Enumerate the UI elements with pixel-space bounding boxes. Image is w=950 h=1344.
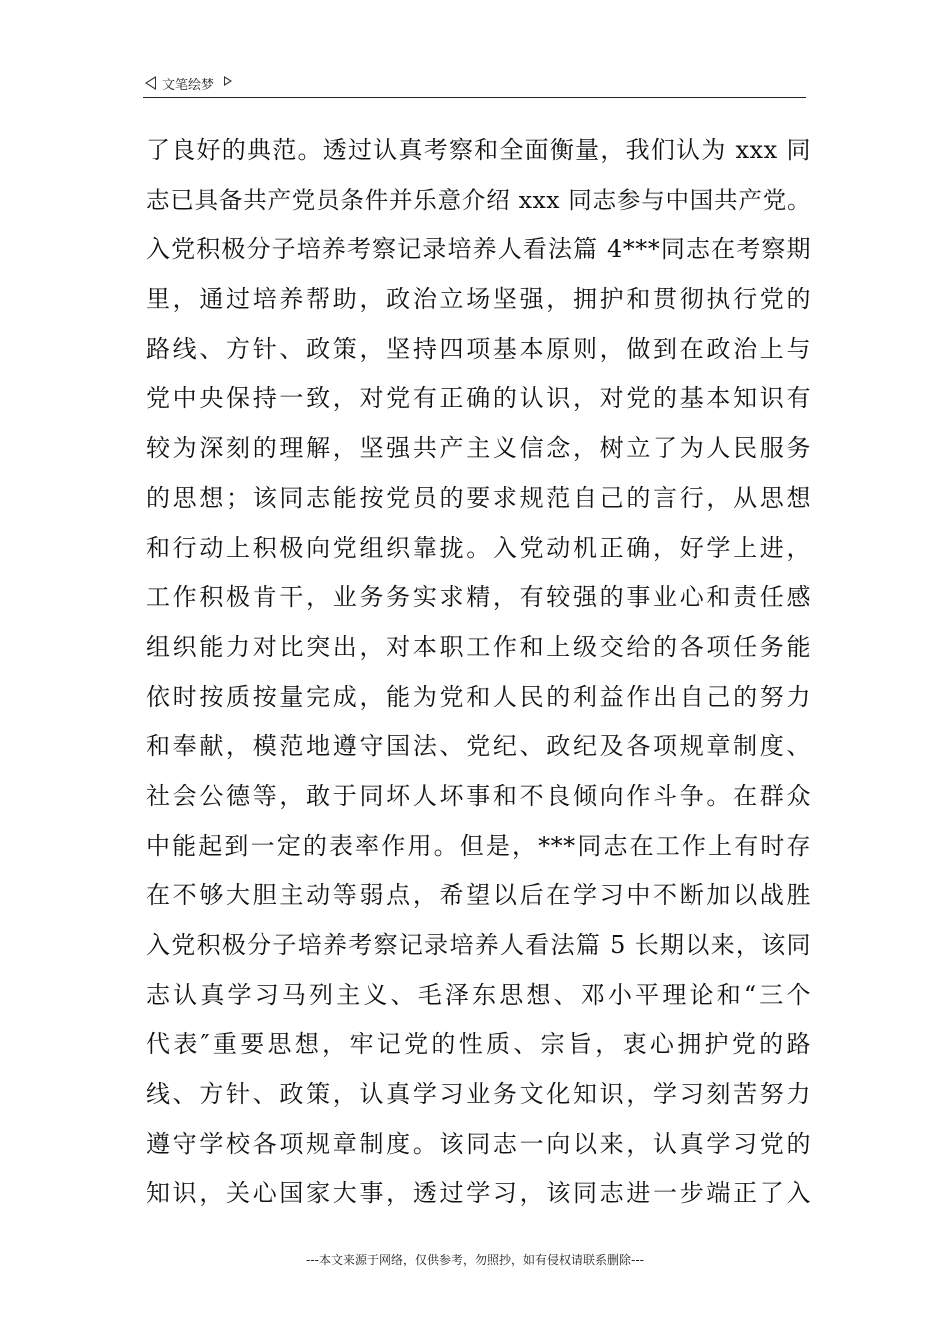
text-line: 党中央保持一致，对党有正确的认识，对党的基本知识有 — [146, 384, 811, 413]
text-line: 知识，关心国家大事，透过学习，该同志进一步端正了入 — [146, 1179, 811, 1208]
text-line: 了良好的典范。透过认真考察和全面衡量，我们认为 xxx 同 — [146, 136, 811, 164]
text-line: 社会公德等，敢于同坏人坏事和不良倾向作斗争。在群众 — [146, 781, 811, 810]
text-line: 线、方针、政策，认真学习业务文化知识，学习刻苦努力 — [146, 1080, 811, 1109]
document-body — [146, 126, 811, 1219]
text-line: 和奉献，模范地遵守国法、党纪、政纪及各项规章制度、 — [146, 732, 811, 761]
text-line: 里，通过培养帮助，政治立场坚强，拥护和贯彻执行党的 — [146, 285, 811, 314]
text-line: 工作积极肯干，业务务实求精，有较强的事业心和责任感 — [146, 583, 811, 612]
text-line: 志已具备共产党员条件并乐意介绍 xxx 同志参与中国共产党。 — [146, 185, 811, 214]
header-title: 文笔绘梦 — [162, 77, 215, 93]
header-divider — [143, 97, 806, 98]
text-line: 较为深刻的理解，坚强共产主义信念，树立了为人民服务 — [146, 434, 811, 463]
text-line: 入党积极分子培养考察记录培养人看法篇 4***同志在考察期 — [146, 235, 811, 264]
text-line: 志认真学习马列主义、毛泽东思想、邓小平理论和“三个 — [146, 980, 811, 1009]
text-line: 组织能力对比突出，对本职工作和上级交给的各项任务能 — [146, 632, 811, 661]
text-line: 的思想；该同志能按党员的要求规范自己的言行，从思想 — [146, 483, 811, 512]
triangle-left-icon — [145, 76, 156, 90]
text-line: 依时按质按量完成，能为党和人民的利益作出自己的努力 — [146, 682, 811, 711]
text-line: 在不够大胆主动等弱点，希望以后在学习中不断加以战胜 — [146, 881, 811, 910]
document-header — [145, 72, 232, 94]
text-line: 中能起到一定的表率作用。但是，***同志在工作上有时存 — [146, 831, 811, 860]
text-line: 代表″重要思想，牢记党的性质、宗旨，衷心拥护党的路 — [146, 1030, 811, 1059]
triangle-right-icon — [224, 76, 232, 86]
text-line: 入党积极分子培养考察记录培养人看法篇 5 长期以来，该同 — [146, 931, 811, 959]
text-line: 遵守学校各项规章制度。该同志一向以来，认真学习党的 — [146, 1129, 811, 1158]
text-line: 路线、方针、政策，坚持四项基本原则，做到在政治上与 — [146, 334, 811, 363]
text-line: 和行动上积极向党组织靠拢。入党动机正确，好学上进， — [146, 533, 811, 562]
footer-notice: ---本文来源于网络，仅供参考，勿照抄，如有侵权请联系删除--- — [306, 1253, 644, 1267]
